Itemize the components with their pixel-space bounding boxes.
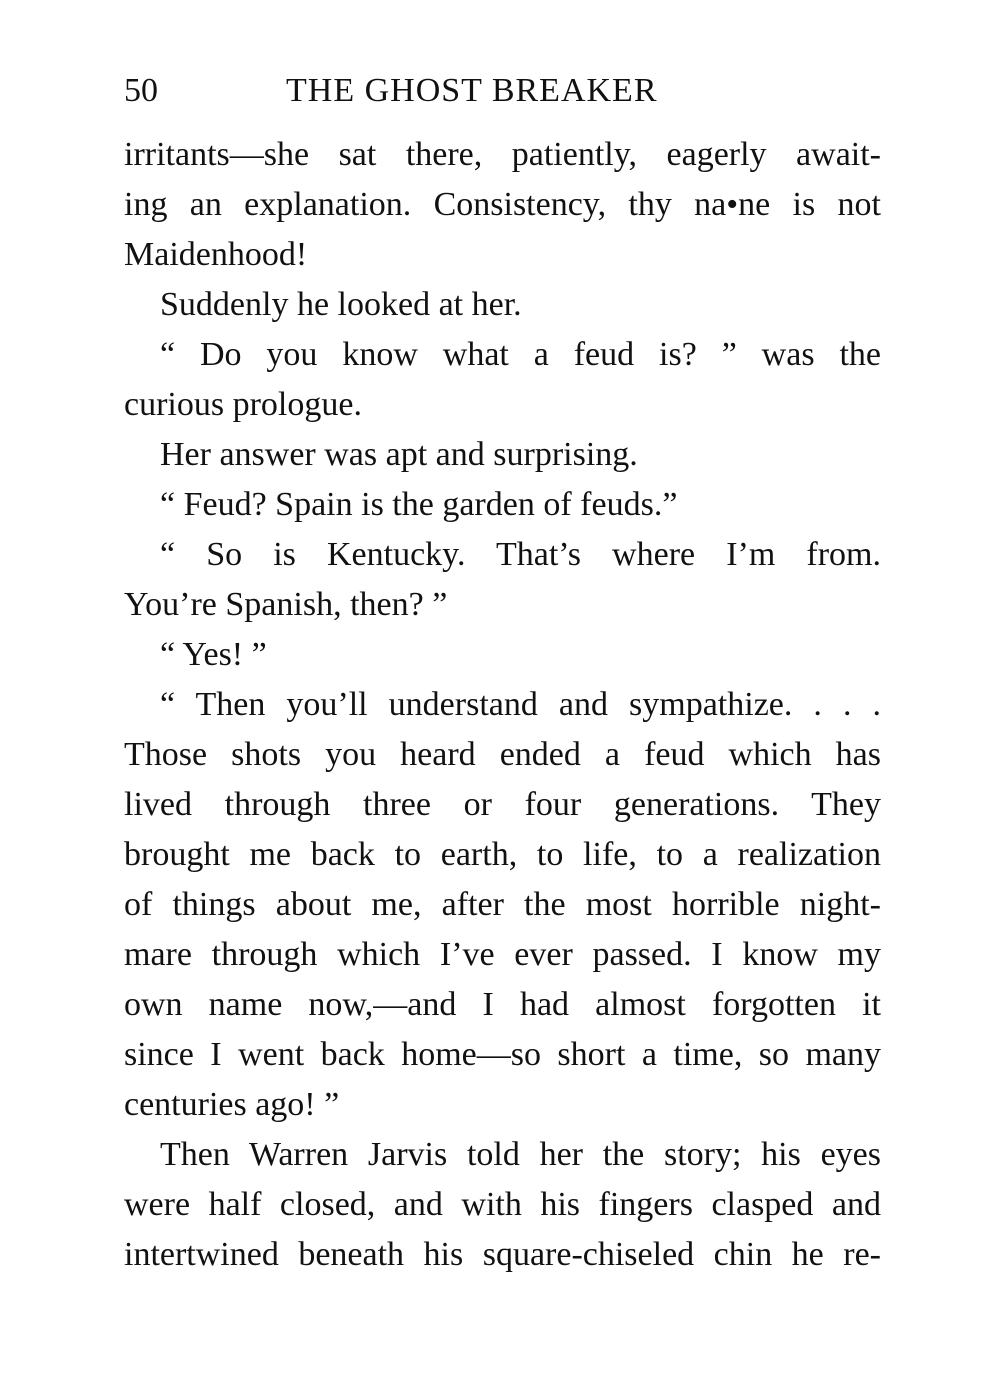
running-title: THE GHOST BREAKER	[286, 72, 658, 109]
text-line: Suddenly he looked at her.	[160, 286, 522, 323]
text-line: since I went back home—so short a time, so many	[124, 1036, 881, 1073]
text-line: “ Do you know what a feud is? ” was the	[160, 336, 881, 373]
text-line: curious prologue.	[124, 386, 362, 423]
text-line: You’re Spanish, then? ”	[124, 586, 448, 623]
text-line: intertwined beneath his square-chiseled chin he re-	[124, 1236, 881, 1273]
text-line: “ So is Kentucky. That’s where I’m from.	[160, 536, 881, 573]
body-text	[124, 130, 881, 1280]
text-line: “ Then you’ll understand and sympathize. . . .	[160, 686, 881, 723]
text-line: lived through three or four generations. They	[124, 786, 881, 823]
text-line: Maidenhood!	[124, 236, 308, 273]
text-line: mare through which I’ve ever passed. I know my	[124, 936, 881, 973]
text-line: Her answer was apt and surprising.	[160, 436, 638, 473]
text-line: ing an explanation. Consistency, thy na•ne is not	[124, 186, 881, 223]
running-head	[124, 66, 884, 116]
text-line: own name now,—and I had almost forgotten it	[124, 986, 881, 1023]
text-line: “ Feud? Spain is the garden of feuds.”	[160, 486, 678, 523]
text-line: irritants—she sat there, patiently, eagerly await-	[124, 136, 881, 173]
text-line: brought me back to earth, to life, to a realization	[124, 836, 881, 873]
text-line: “ Yes! ”	[160, 636, 267, 673]
text-line: were half closed, and with his fingers clasped and	[124, 1186, 881, 1223]
text-line: Those shots you heard ended a feud which has	[124, 736, 881, 773]
text-line: centuries ago! ”	[124, 1086, 340, 1123]
text-line: Then Warren Jarvis told her the story; his eyes	[160, 1136, 881, 1173]
text-line: of things about me, after the most horrible night-	[124, 886, 881, 923]
page-number: 50	[124, 72, 158, 109]
